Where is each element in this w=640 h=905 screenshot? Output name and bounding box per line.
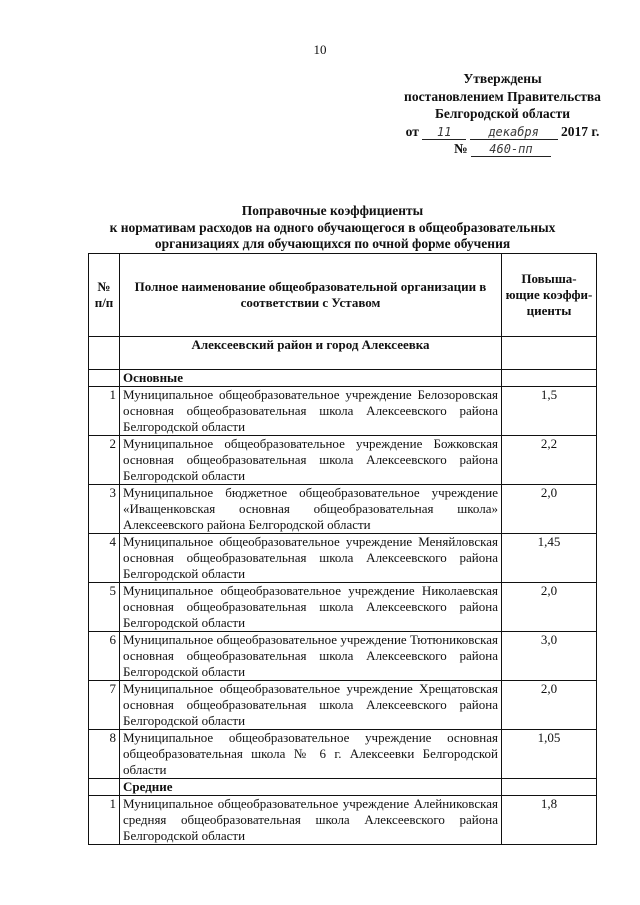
organization-name: Муниципальное общеобразовательное учреждение Меняйловская основная общеобразовательная школа Алексеевского района Белгородской области <box>120 534 502 583</box>
coefficient-value: 1,8 <box>502 796 597 845</box>
table-row <box>89 730 597 779</box>
coefficient-value: 1,5 <box>502 387 597 436</box>
table-row <box>89 387 597 436</box>
organization-name: Муниципальное бюджетное общеобразовательное учреждение «Иващенковская основная общеобразовательная школа» Алексеевского района Белгородской области <box>120 485 502 534</box>
table-row <box>89 436 597 485</box>
table-row <box>89 681 597 730</box>
district-empty-cell <box>89 337 120 370</box>
coefficients-table <box>88 253 597 845</box>
table-row <box>89 632 597 681</box>
row-number: 1 <box>89 796 120 845</box>
district-empty-coef <box>502 337 597 370</box>
organization-name: Муниципальное общеобразовательное учреждение Белозоровская основная общеобразовательная школа Алексеевского района Белгородской области <box>120 387 502 436</box>
organization-name: Муниципальное общеобразовательное учреждение Алейниковская средняя общеобразовательная школа Алексеевского района Белгородской области <box>120 796 502 845</box>
table-row <box>89 485 597 534</box>
approval-number-line <box>390 140 615 158</box>
group-row <box>89 370 597 387</box>
coefficient-value: 2,0 <box>502 583 597 632</box>
group-row <box>89 779 597 796</box>
district-name: Алексеевский район и город Алексеевка <box>120 337 502 370</box>
table-row <box>89 534 597 583</box>
coefficient-value: 1,05 <box>502 730 597 779</box>
organization-name: Муниципальное общеобразовательное учреждение Николаевская основная общеобразовательная школа Алексеевского района Белгородской области <box>120 583 502 632</box>
organization-name: Муниципальное общеобразовательное учреждение Тютюниковская основная общеобразовательная школа Алексеевского района Белгородской области <box>120 632 502 681</box>
group-empty-cell <box>89 370 120 387</box>
coefficient-value: 2,0 <box>502 681 597 730</box>
title-line-2: к нормативам расходов на одного обучающегося в общеобразовательных <box>109 219 556 235</box>
approval-number-prefix: № <box>454 141 468 156</box>
approval-date-day: 11 <box>422 126 466 140</box>
district-row <box>89 337 597 370</box>
coefficient-value: 1,45 <box>502 534 597 583</box>
group-label: Основные <box>120 370 502 387</box>
group-label: Средние <box>120 779 502 796</box>
header-name: Полное наименование общеобразовательной организации в соответствии с Уставом <box>120 254 502 337</box>
approval-date-prefix: от <box>405 123 419 139</box>
approval-line-2: постановлением Правительства <box>404 88 601 104</box>
header-number: № п/п <box>89 254 120 337</box>
row-number: 6 <box>89 632 120 681</box>
document-title <box>80 203 585 253</box>
coefficient-value: 3,0 <box>502 632 597 681</box>
header-coefficient: Повыша-ющие коэффи-циенты <box>502 254 597 337</box>
approval-date-year: 2017 г. <box>560 123 600 139</box>
page-number: 10 <box>313 42 327 57</box>
coefficient-value: 2,0 <box>502 485 597 534</box>
organization-name: Муниципальное общеобразовательное учреждение Божковская основная общеобразовательная школа Алексеевского района Белгородской области <box>120 436 502 485</box>
approval-line-3: Белгородской области <box>434 106 571 121</box>
row-number: 5 <box>89 583 120 632</box>
group-empty-coef <box>502 779 597 796</box>
approval-date-month: декабря <box>470 126 558 140</box>
table-row <box>89 796 597 845</box>
table-header-row <box>89 254 597 337</box>
group-empty-coef <box>502 370 597 387</box>
table-row <box>89 583 597 632</box>
organization-name: Муниципальное общеобразовательное учреждение Хрещатовская основная общеобразовательная школа Алексеевского района Белгородской области <box>120 681 502 730</box>
approval-block <box>390 70 615 158</box>
row-number: 2 <box>89 436 120 485</box>
row-number: 3 <box>89 485 120 534</box>
row-number: 8 <box>89 730 120 779</box>
row-number: 1 <box>89 387 120 436</box>
group-empty-cell <box>89 779 120 796</box>
coefficient-value: 2,2 <box>502 436 597 485</box>
row-number: 4 <box>89 534 120 583</box>
row-number: 7 <box>89 681 120 730</box>
title-line-3: организациях для обучающихся по очной форме обучения <box>154 236 511 251</box>
approval-number-value: 460-пп <box>471 143 551 157</box>
organization-name: Муниципальное общеобразовательное учреждение основная общеобразовательная школа № 6 г. Алексеевки Белгородской области <box>120 730 502 779</box>
approval-date-line <box>390 123 615 141</box>
approval-line-1: Утверждены <box>463 71 542 86</box>
title-line-1: Поправочные коэффициенты <box>241 203 424 218</box>
